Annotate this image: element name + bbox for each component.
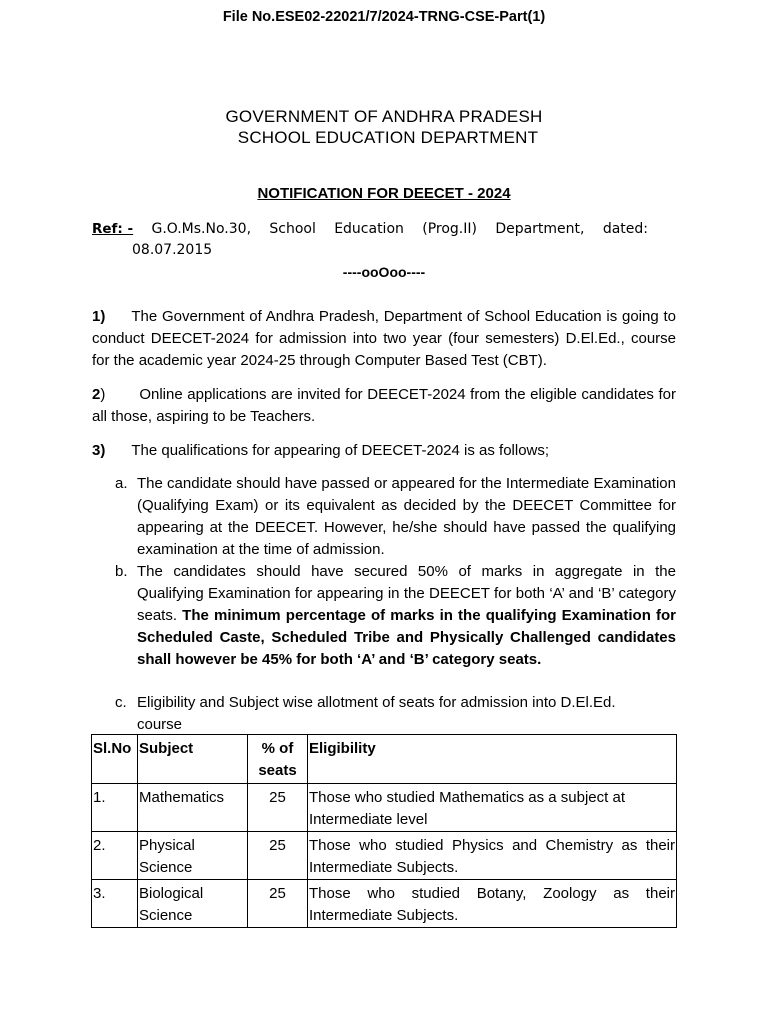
reference-word: (Prog.II) <box>422 221 477 237</box>
header-cell-eligibility: Eligibility <box>308 735 677 784</box>
list-item-bold-text: The minimum percentage of marks in the qualifying Examination for Scheduled Caste, Scheduled Tribe and Physically Challenged candidates shall however be 45% for both ‘A’ and ‘B’ category seats. <box>137 607 676 668</box>
list-marker: b. <box>115 563 128 580</box>
section-divider: ----ooOoo---- <box>342 264 426 280</box>
paragraph-number: 2 <box>92 386 101 403</box>
cell-seats: 25 <box>248 784 308 832</box>
seat-allotment-table <box>91 734 677 928</box>
reference-word: dated: <box>602 221 648 237</box>
paragraph-number: 1) <box>92 308 106 325</box>
paragraph-2 <box>92 384 676 428</box>
list-item-regular-text: The candidates should have secured 50% of marks in aggregate in the Qualifying Examination for appearing in the DEECET for both ‘A’ and ‘B’ category seats. <box>137 563 676 624</box>
qualification-item-b <box>115 561 676 671</box>
paragraph-number-suffix: ) <box>100 386 106 403</box>
cell-seats: 25 <box>248 832 308 880</box>
header-cell-subject: Subject <box>138 735 248 784</box>
reference-word: G.O.Ms.No.30, <box>151 221 252 237</box>
qualification-item-a <box>115 473 676 561</box>
cell-eligibility: Those who studied Physics and Chemistry as their Intermediate Subjects. <box>308 832 677 880</box>
cell-eligibility: Those who studied Mathematics as a subject at Intermediate level <box>308 784 677 832</box>
paragraph-1 <box>92 306 676 372</box>
cell-subject: Biological Science <box>138 880 248 928</box>
table-row <box>92 880 677 928</box>
cell-subject: Mathematics <box>138 784 248 832</box>
paragraph-text: Online applications are invited for DEECET-2024 from the eligible candidates for all those, aspiring to be Teachers. <box>92 386 676 425</box>
paragraph-text: The qualifications for appearing of DEECET-2024 is as follows; <box>131 442 550 459</box>
table-row <box>92 832 677 880</box>
paragraph-3 <box>92 440 676 462</box>
department-heading: SCHOOL EDUCATION DEPARTMENT <box>237 128 539 147</box>
cell-slno: 1. <box>92 784 138 832</box>
list-item-text: Eligibility and Subject wise allotment of seats for admission into D.El.Ed. course <box>137 694 616 733</box>
paragraph-text: The Government of Andhra Pradesh, Department of School Education is going to conduct DEECET-2024 for admission into two year (four semesters) D.El.Ed., course for the academic year 2024-25 through Computer Based Test (CBT). <box>92 308 676 369</box>
reference-label: Ref: - <box>92 221 134 237</box>
list-marker: c. <box>115 694 127 711</box>
list-marker: a. <box>115 475 128 492</box>
notification-title: NOTIFICATION FOR DEECET - 2024 <box>257 185 511 202</box>
table-row <box>92 784 677 832</box>
header-cell-slno: Sl.No <box>92 735 138 784</box>
list-item-text <box>137 561 676 671</box>
header-cell-seats: % of seats <box>248 735 308 784</box>
cell-subject: Physical Science <box>138 832 248 880</box>
table-header-row <box>92 735 677 784</box>
reference-word: Department, <box>495 221 585 237</box>
paragraph-number: 3) <box>92 442 106 459</box>
reference-line-1 <box>92 219 648 240</box>
government-heading: GOVERNMENT OF ANDHRA PRADESH <box>225 107 543 126</box>
cell-slno: 2. <box>92 832 138 880</box>
list-item-text: The candidate should have passed or appeared for the Intermediate Examination (Qualifying Exam) or its equivalent as decided by the DEECET Committee for appearing at the DEECET. However, he/she should have passed the qualifying examination at the time of admission. <box>137 475 676 558</box>
cell-seats: 25 <box>248 880 308 928</box>
reference-date: 08.07.2015 <box>132 242 213 258</box>
qualification-item-c <box>115 692 676 736</box>
reference-word: Education <box>334 221 404 237</box>
reference-word: School <box>269 221 316 237</box>
cell-eligibility: Those who studied Botany, Zoology as their Intermediate Subjects. <box>308 880 677 928</box>
cell-slno: 3. <box>92 880 138 928</box>
reference <box>92 219 648 261</box>
file-number: File No.ESE02-22021/7/2024-TRNG-CSE-Part(1) <box>222 9 546 25</box>
